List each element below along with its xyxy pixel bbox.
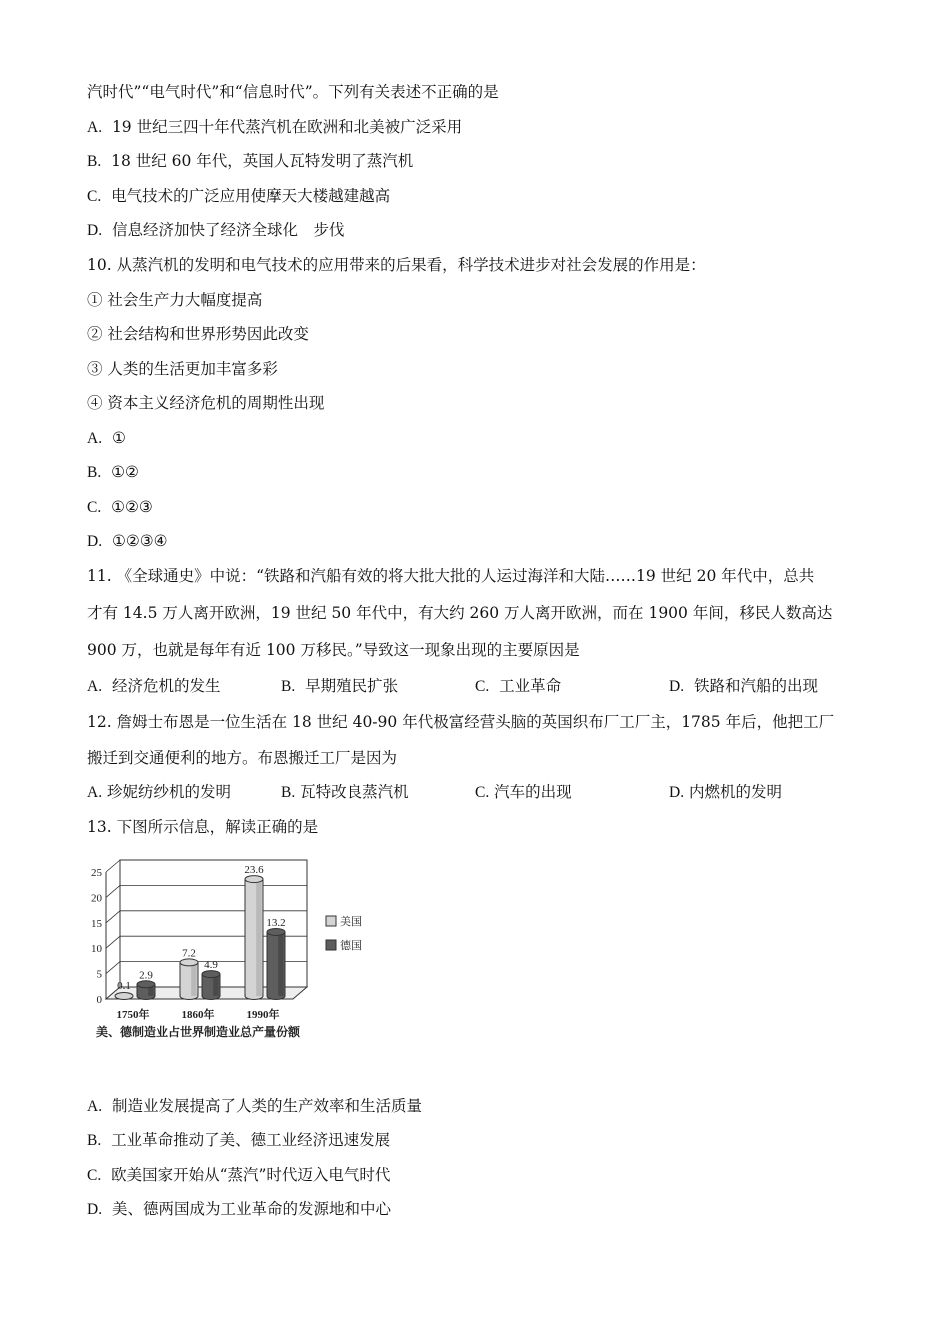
q10-item-4: ④ 资本主义经济危机的周期性出现 [87, 394, 325, 412]
q11-stem-line-2: 才有 14.5 万人离开欧洲，19 世纪 50 年代中，有大约 260 万人离开欧洲，而在 1900 年间，移民人数高达 [87, 604, 833, 622]
chart-bar-shade [278, 932, 283, 996]
chart-bar [267, 928, 285, 999]
chart-bar-shade [191, 962, 196, 996]
chart-bar [180, 959, 198, 1000]
chart-title: 美、德制造业占世界制造业总产量份额 [96, 1025, 301, 1039]
q13-option-c[interactable]: C. 欧美国家开始从“蒸汽”时代迈入电气时代 [87, 1166, 391, 1184]
chart-legend-label: 德国 [340, 940, 362, 952]
q11-option-d[interactable]: D. 铁路和汽船的出现 [669, 677, 818, 695]
chart-legend-swatch [326, 940, 336, 950]
q13-stem: 13. 下图所示信息，解读正确的是 [87, 818, 319, 836]
chart-value-label: 4.9 [204, 959, 218, 972]
q10-option-b[interactable]: B. ①② [87, 463, 139, 481]
chart-bar-disc [115, 993, 133, 1000]
q9-option-a[interactable]: A. 19 世纪三四十年代蒸汽机在欧洲和北美被广泛采用 [87, 118, 463, 136]
q11-stem-line-1: 11. 《全球通史》中说：“铁路和汽船有效的将大批大批的人运过海洋和大陆……19 世纪 20 年代中，总共 [87, 567, 815, 585]
chart-x-tick-label: 1990年 [246, 1009, 280, 1021]
chart-legend-swatch [326, 916, 336, 926]
chart-bar [245, 876, 263, 1000]
q11-option-b[interactable]: B. 早期殖民扩张 [281, 677, 399, 695]
chart-bar-top [180, 959, 198, 966]
q12-stem-line-1: 12. 詹姆士布恩是一位生活在 18 世纪 40-90 年代极富经营头脑的英国织布厂工厂主，1785 年后，他把工厂 [87, 713, 835, 731]
q13-option-d[interactable]: D. 美、德两国成为工业革命的发源地和中心 [87, 1200, 391, 1218]
chart-value-label: 13.2 [266, 916, 286, 929]
chart-gridline-side [106, 885, 120, 897]
chart-bar-top [245, 876, 263, 883]
q12-stem-line-2: 搬迁到交通便利的地方。布恩搬迁工厂是因为 [87, 749, 398, 767]
q11-stem-line-3: 900 万，也就是每年有近 100 万移民。”导致这一现象出现的主要原因是 [87, 641, 580, 659]
q10-item-1: ① 社会生产力大幅度提高 [87, 291, 263, 309]
q10-option-a[interactable]: A. ① [87, 429, 126, 447]
q10-item-2: ② 社会结构和世界形势因此改变 [87, 325, 309, 343]
chart-x-tick-label: 1860年 [181, 1009, 215, 1021]
q9-option-c[interactable]: C. 电气技术的广泛应用使摩天大楼越建越高 [87, 187, 391, 205]
chart-legend-label: 美国 [340, 916, 362, 928]
chart-y-tick-label: 25 [91, 867, 102, 879]
chart-bar [202, 971, 220, 1000]
chart-bar-shade [256, 879, 261, 996]
chart-value-label: 23.6 [244, 864, 264, 877]
chart-y-tick-label: 20 [91, 892, 102, 905]
chart-gridline-side [106, 936, 120, 948]
chart-y-tick-label: 10 [91, 943, 102, 956]
q12-option-d[interactable]: D. 内燃机的发明 [669, 783, 783, 801]
manufacturing-share-chart [88, 848, 378, 1048]
q10-item-3: ③ 人类的生活更加丰富多彩 [87, 360, 278, 378]
q13-option-a[interactable]: A. 制造业发展提高了人类的生产效率和生活质量 [87, 1097, 422, 1115]
chart-gridline-side [106, 962, 120, 974]
chart-gridline-side [106, 860, 120, 872]
q9-option-d[interactable]: D. 信息经济加快了经济全球化 步伐 [87, 221, 345, 239]
q10-option-c[interactable]: C. ①②③ [87, 498, 153, 516]
q12-option-a[interactable]: A. 珍妮纺纱机的发明 [87, 783, 232, 801]
chart-x-tick-label: 1750年 [116, 1009, 150, 1021]
q12-option-c[interactable]: C. 汽车的出现 [475, 783, 572, 801]
chart-bar-top [137, 981, 155, 988]
q13-option-b[interactable]: B. 工业革命推动了美、德工业经济迅速发展 [87, 1131, 391, 1149]
chart-y-tick-label: 0 [96, 994, 102, 1006]
chart-bar-top [267, 928, 285, 935]
chart-bar [115, 993, 133, 1000]
chart-bar [137, 981, 155, 1000]
q12-option-b[interactable]: B. 瓦特改良蒸汽机 [281, 783, 409, 801]
chart-bar-top [202, 971, 220, 978]
q10-stem: 10. 从蒸汽机的发明和电气技术的应用带来的后果看，科学技术进步对社会发展的作用是： [87, 256, 706, 274]
chart-y-tick-label: 5 [96, 968, 102, 981]
chart-legend [326, 915, 362, 952]
chart-value-label: 0.1 [117, 980, 131, 992]
q9-option-b[interactable]: B. 18 世纪 60 年代，英国人瓦特发明了蒸汽机 [87, 152, 414, 170]
q10-option-d[interactable]: D. ①②③④ [87, 532, 168, 550]
q9-stem-tail: 汽时代”“电气时代”和“信息时代”。下列有关表述不正确的是 [87, 83, 499, 101]
chart-gridline-side [106, 911, 120, 923]
chart-value-label: 7.2 [182, 947, 196, 960]
chart-y-tick-label: 15 [91, 917, 102, 930]
chart-value-label: 2.9 [139, 969, 153, 982]
q11-option-c[interactable]: C. 工业革命 [475, 677, 562, 695]
q11-option-a[interactable]: A. 经济危机的发生 [87, 677, 221, 695]
